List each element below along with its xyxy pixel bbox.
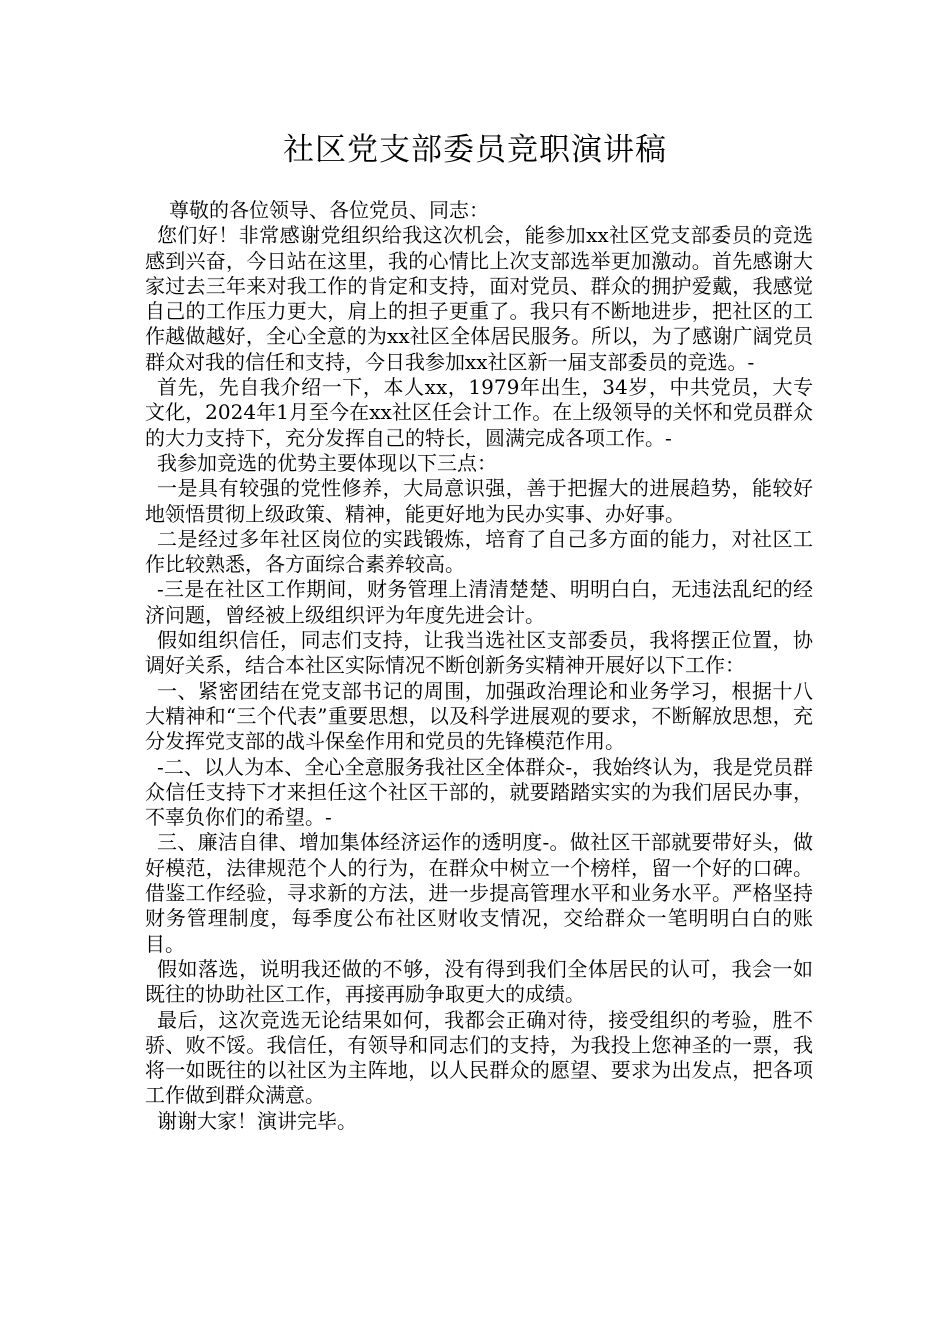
paragraph-plan-one: 一、紧密团结在党支部书记的周围，加强政治理论和业务学习，根据十八大精神和“三个代表”重要思想，以及科学进展观的要求，不断解放思想，充分发挥党支部的战斗保垒作用和党员的先锋模范作用。 [145,678,813,754]
paragraph-thanks: 谢谢大家！演讲完毕。 [157,1108,357,1133]
paragraph-closing: 最后，这次竞选无论结果如何，我都会正确对待，接受组织的考验，胜不骄、败不馁。我信任，有领导和同志们的支持，为我投上您神圣的一票，我将一如既往的以社区为主阵地，以人民群众的愿望、要求为出发点，把各项工作做到群众满意。 [145,1007,813,1108]
paragraph-if-not-elected: 假如落选，说明我还做的不够，没有得到我们全体居民的认可，我会一如既往的协助社区工作，再接再励争取更大的成绩。 [145,956,813,1007]
paragraph-advantages-intro: 我参加竞选的优势主要体现以下三点： [157,450,497,475]
paragraph-plan-three: 三、廉洁自律、增加集体经济运作的透明度-。做社区干部就要带好头，做好模范，法律规范个人的行为，在群众中树立一个榜样，留一个好的口碑。借鉴工作经验，寻求新的方法，进一步提高管理水平和业务水平。严格坚持财务管理制度，每季度公布社区财收支情况，交给群众一笔明明白白的账目。 [145,830,813,956]
paragraph-plan-intro: 假如组织信任，同志们支持，让我当选社区支部委员，我将摆正位置，协调好关系，结合本社区实际情况不断创新务实精神开展好以下工作： [145,628,813,678]
paragraph-salutation: 尊敬的各位领导、各位党员、同志： [169,198,489,222]
paragraph-self-introduction: 首先，先自我介绍一下，本人xx，1979年出生，34岁，中共党员，大专文化，2024年1月至今在xx社区任会计工作。在上级领导的关怀和党员群众的大力支持下，充分发挥自己的特长，圆满完成各项工作。- [145,375,813,450]
paragraph-advantage-one: 一是具有较强的党性修养，大局意识强，善于把握大的进展趋势，能较好地领悟贯彻上级政策、精神，能更好地为民办实事、办好事。 [145,476,813,526]
paragraph-advantage-two: 二是经过多年社区岗位的实践锻炼，培育了自己多方面的能力，对社区工作比较熟悉，各方面综合素养较高。 [145,526,813,577]
paragraph-advantage-three: -三是在社区工作期间，财务管理上清清楚楚、明明白白，无违法乱纪的经济问题，曾经被上级组织评为年度先进会计。 [145,577,813,627]
paragraph-plan-two: -二、以人为本、全心全意服务我社区全体群众-，我始终认为，我是党员群众信任支持下才来担任这个社区干部的，就要踏踏实实的为我们居民办事，不辜负你们的希望。- [145,754,813,830]
document-title: 社区党支部委员竞职演讲稿 [283,132,667,168]
document-body [145,198,813,1134]
paragraph-greeting: 您们好！非常感谢党组织给我这次机会，能参加xx社区党支部委员的竞选感到兴奋，今日站在这里，我的心情比上次支部选举更加激动。首先感谢大家过去三年来对我工作的肯定和支持，面对党员、群众的拥护爱戴，我感觉自己的工作压力更大，肩上的担子更重了。我只有不断地进步，把社区的工作越做越好，全心全意的为xx社区全体居民服务。所以，为了感谢广阔党员群众对我的信任和支持，今日我参加xx社区新一届支部委员的竞选。- [145,223,813,374]
